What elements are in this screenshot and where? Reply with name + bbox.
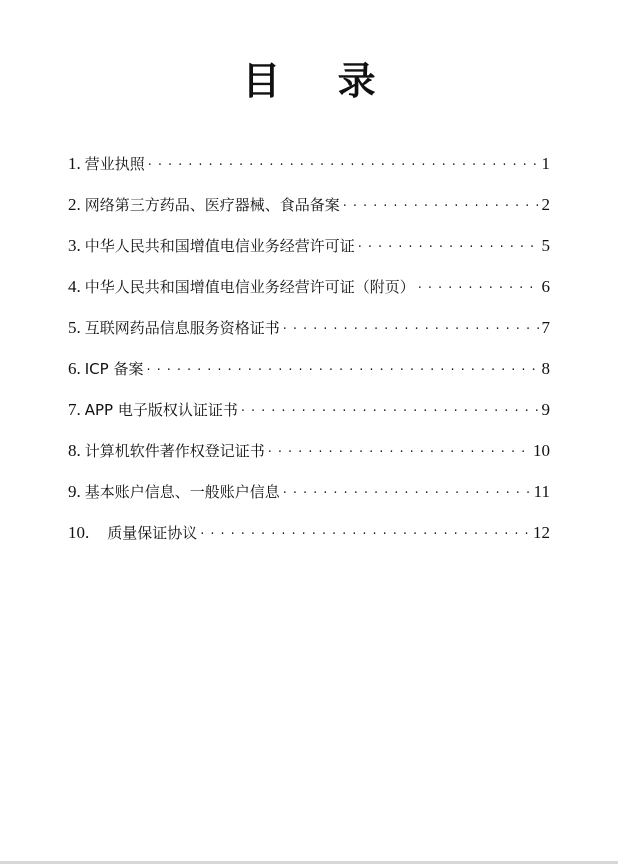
- toc-entry-title: 计算机软件著作权登记证书: [84, 442, 265, 460]
- toc-entry-page: 10: [533, 441, 550, 460]
- toc-entry-number: 8.: [68, 441, 81, 460]
- toc-entry-title: 基本账户信息、一般账户信息: [84, 483, 280, 501]
- toc-entry-number: 6.: [68, 359, 81, 378]
- toc-entry-page: 6: [541, 277, 550, 296]
- toc-entry[interactable]: [68, 398, 550, 439]
- toc-entry[interactable]: [68, 193, 550, 234]
- toc-entry-page: 9: [541, 400, 550, 419]
- toc-entry-number: 10.: [68, 523, 90, 542]
- toc-entry[interactable]: [68, 521, 550, 562]
- toc-entry[interactable]: [68, 152, 550, 193]
- toc-entry-number: 5.: [68, 318, 81, 337]
- toc-dot-leader: [268, 441, 530, 465]
- toc-entry-title: ICP 备案: [84, 360, 144, 378]
- toc-entry[interactable]: [68, 357, 550, 398]
- toc-dot-leader: [343, 195, 539, 219]
- toc-entry-title: 质量保证协议: [107, 524, 198, 542]
- toc-entry-number: 4.: [68, 277, 81, 296]
- toc-entry-title: 中华人民共和国增值电信业务经营许可证: [84, 237, 355, 255]
- toc-entry-page: 12: [533, 523, 550, 542]
- toc-entry-title: 网络第三方药品、医疗器械、食品备案: [84, 196, 340, 214]
- toc-entry-number: 7.: [68, 400, 81, 419]
- toc-dot-leader: [148, 154, 539, 178]
- toc-entry-page: 2: [541, 195, 550, 214]
- table-of-contents: [68, 152, 550, 562]
- toc-entry-page: 5: [541, 236, 550, 255]
- toc-entry-number: 9.: [68, 482, 81, 501]
- toc-entry[interactable]: [68, 234, 550, 275]
- toc-entry[interactable]: [68, 439, 550, 480]
- toc-entry-page: 1: [541, 154, 550, 173]
- toc-dot-leader: [241, 400, 539, 424]
- toc-entry[interactable]: [68, 275, 550, 316]
- toc-entry-page: 11: [533, 482, 550, 501]
- toc-entry-page: 8: [541, 359, 550, 378]
- toc-dot-leader: [283, 318, 539, 342]
- toc-entry-number: 2.: [68, 195, 81, 214]
- toc-entry-title: 营业执照: [84, 155, 145, 173]
- toc-entry-number: 3.: [68, 236, 81, 255]
- toc-dot-leader: [200, 523, 530, 547]
- toc-entry[interactable]: [68, 316, 550, 357]
- toc-dot-leader: [146, 359, 538, 383]
- toc-dot-leader: [283, 482, 531, 506]
- toc-entry[interactable]: [68, 480, 550, 521]
- toc-dot-leader: [358, 236, 539, 260]
- toc-entry-title: 中华人民共和国增值电信业务经营许可证（附页）: [84, 278, 415, 296]
- toc-entry-title: 互联网药品信息服务资格证书: [84, 319, 280, 337]
- page-title: 目 录: [242, 58, 398, 103]
- toc-entry-page: 7: [541, 318, 550, 337]
- toc-entry-title: APP 电子版权认证证书: [84, 401, 238, 419]
- toc-entry-number: 1.: [68, 154, 81, 173]
- toc-dot-leader: [418, 277, 539, 301]
